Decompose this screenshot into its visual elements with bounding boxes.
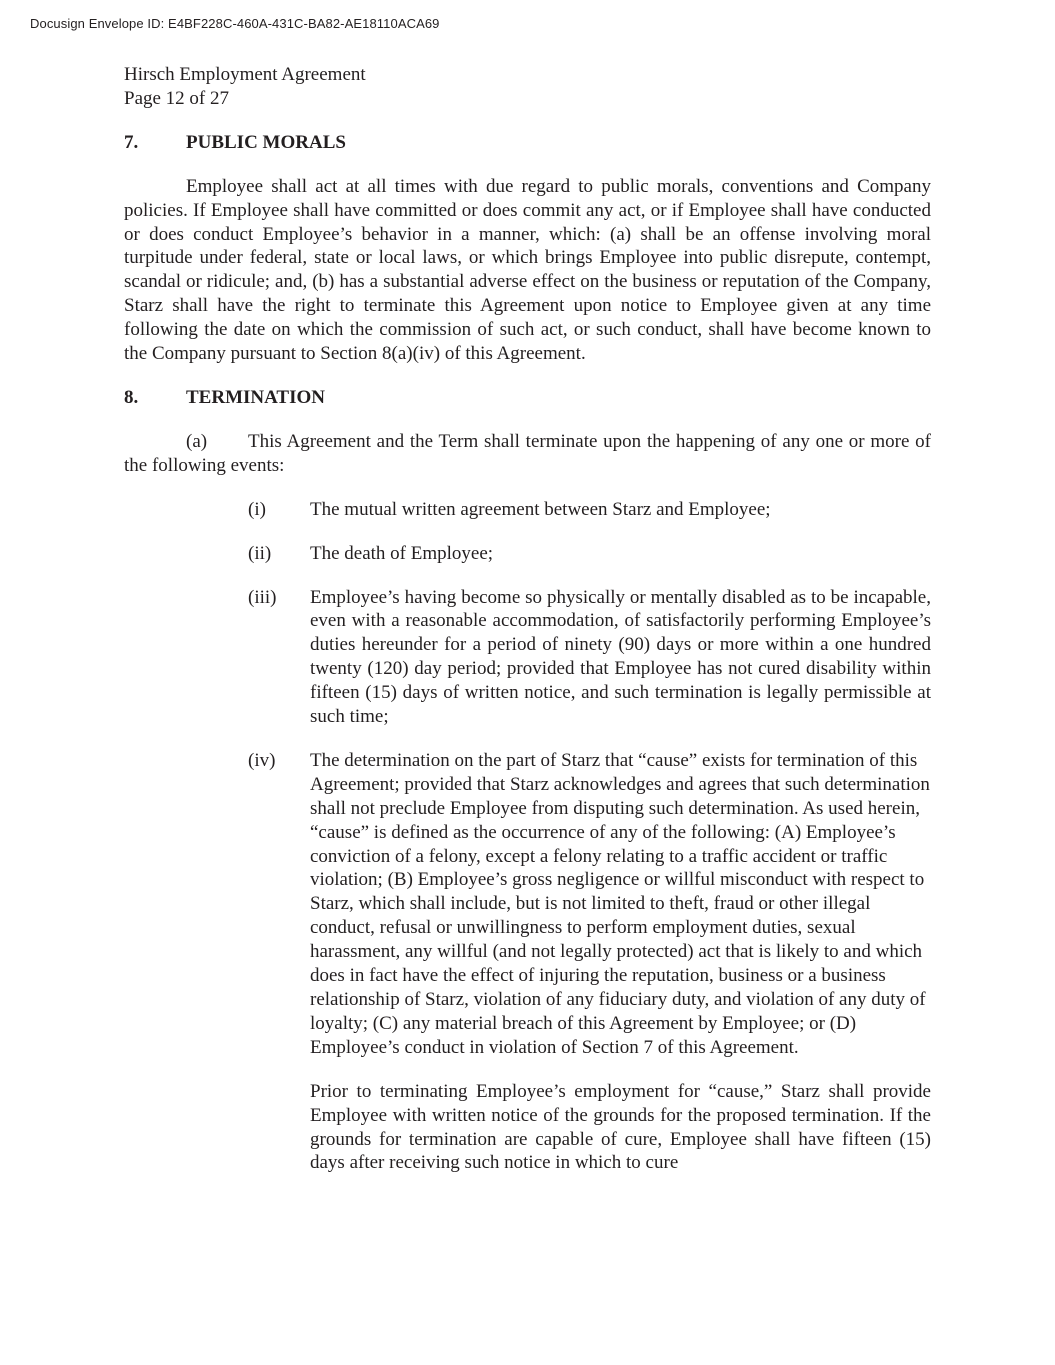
section-8-title: TERMINATION xyxy=(186,386,325,408)
section-8a-label: (a) xyxy=(186,430,208,452)
list-item-text: The mutual written agreement between Starz and Employee; xyxy=(310,498,771,520)
section-8a-text: This Agreement and the Term shall terminate upon the happening of any one or more of the following events: xyxy=(124,430,931,476)
section-8-number: 8. xyxy=(124,386,139,408)
page-number: Page 12 of 27 xyxy=(124,87,230,109)
list-item xyxy=(248,749,931,1060)
list-item-text: The death of Employee; xyxy=(310,542,494,564)
list-item xyxy=(248,542,931,566)
section-7-paragraph: Employee shall act at all times with due regard to public morals, conventions and Company policies. If Employee shall have committed or does commit any act, or if Employee shall have conducted or does conduct Employee’s behavior in a manner, which: (a) shall be an offense involving moral turpitude under federal, state or local laws, or which brings Employee into public disrepute, contempt, scandal or ridicule; and, (b) has a substantial adverse effect on the business or reputation of the Company, Starz shall have the right to terminate this Agreement upon notice to Employee given at any time following the date on which the commission of such act, or such conduct, shall have become known to the Company pursuant to Section 8(a)(iv) of this Agreement. xyxy=(124,175,931,365)
envelope-id: Docusign Envelope ID: E4BF228C-460A-431C-BA82-AE18110ACA69 xyxy=(30,16,440,31)
list-item xyxy=(248,498,931,522)
list-item xyxy=(248,586,931,729)
section-8-heading xyxy=(124,386,931,410)
list-item-label: (i) xyxy=(248,498,266,520)
list-item-label: (ii) xyxy=(248,542,272,564)
document-title: Hirsch Employment Agreement xyxy=(124,64,366,85)
document-header xyxy=(124,63,931,111)
section-8a-paragraph xyxy=(124,430,931,478)
section-7-title: PUBLIC MORALS xyxy=(186,131,346,153)
section-7-number: 7. xyxy=(124,131,139,153)
list-item-label: (iv) xyxy=(248,749,276,771)
list-item-label: (iii) xyxy=(248,586,277,608)
document-page xyxy=(124,63,931,1175)
list-item-text: The determination on the part of Starz that “cause” exists for termination of this Agreement; provided that Starz acknowledges and agrees that such determination shall not preclude Employee from disputing such determination. As used herein, “cause” is defined as the occurrence of any of the following: (A) Employee’s conviction of a felony, except a felony relating to a traffic accident or traffic violation; (B) Employee’s gross negligence or willful misconduct with respect to Starz, which shall include, but is not limited to theft, fraud or other illegal conduct, refusal or unwillingness to perform employment duties, sexual harassment, any willful (and not legally protected) act that is likely to and which does in fact have the effect of injuring the reputation, business or a business relationship of Starz, violation of any fiduciary duty, and violation of any duty of loyalty; (C) any material breach of this Agreement by Employee; or (D) Employee’s conduct in violation of Section 7 of this Agreement. xyxy=(310,749,930,1058)
section-7-heading xyxy=(124,131,931,155)
cause-notice-paragraph: Prior to terminating Employee’s employment for “cause,” Starz shall provide Employee with written notice of the grounds for the proposed termination. If the grounds for termination are capable of cure, Employee shall have fifteen (15) days after receiving such notice in which to cure xyxy=(310,1080,931,1174)
list-item-text: Employee’s having become so physically or mentally disabled as to be incapable, even with a reasonable accommodation, of satisfactorily performing Employee’s duties hereunder for a period of ninety (90) days or more within a one hundred twenty (120) day period; provided that Employee has not cured disability within fifteen (15) days of written notice, and such termination is legally permissible at such time; xyxy=(310,586,931,728)
